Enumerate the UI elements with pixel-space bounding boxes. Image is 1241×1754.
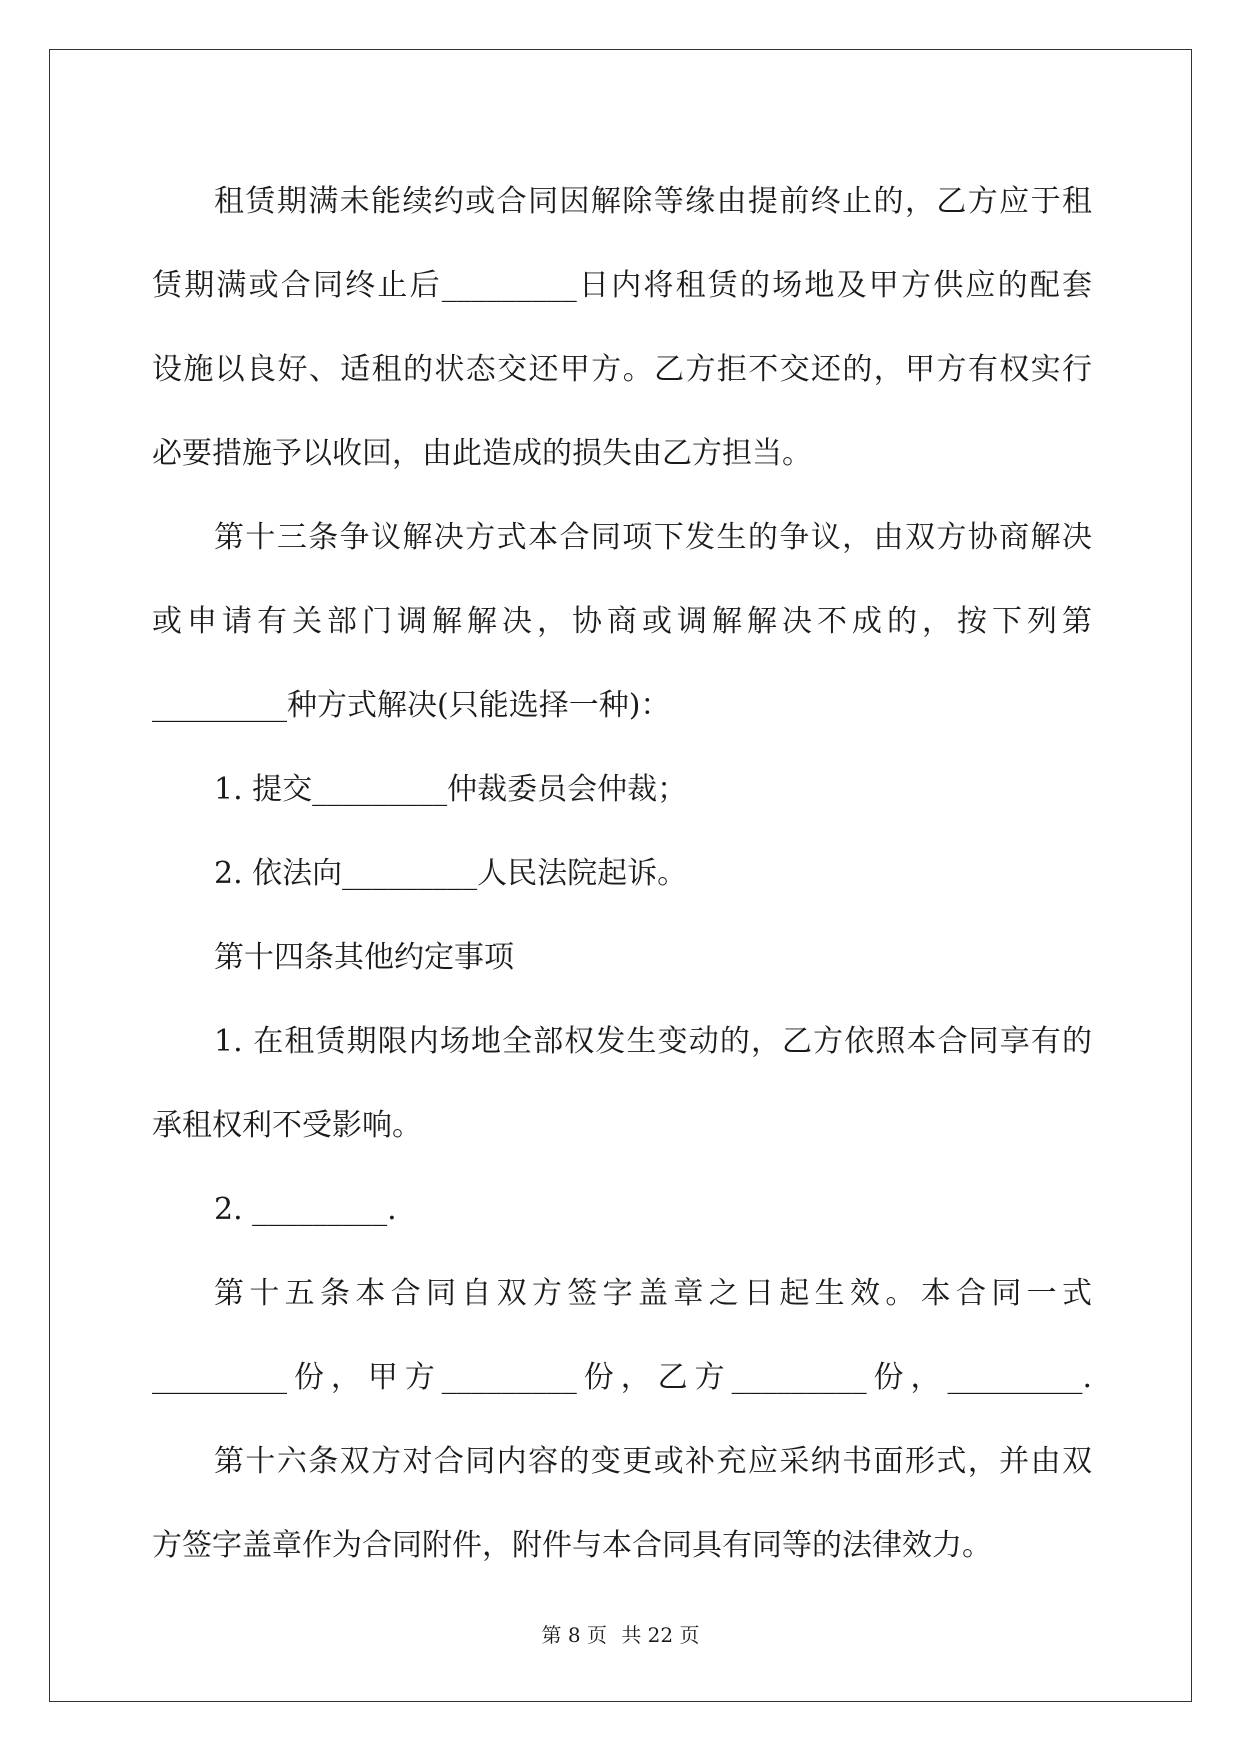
page-footer bbox=[0, 1620, 1241, 1650]
list-item: 2. _________. bbox=[214, 1192, 397, 1227]
page-number: 第 8 页 bbox=[541, 1623, 607, 1647]
document-body bbox=[152, 160, 1092, 1588]
paragraph-line: 承租权利不受影响。 bbox=[152, 1108, 422, 1143]
paragraph-line: _________种方式解决(只能选择一种)： bbox=[152, 688, 671, 723]
paragraph-line: 方签字盖章作为合同附件，附件与本合同具有同等的法律效力。 bbox=[152, 1528, 992, 1563]
list-item: 2. 依法向_________人民法院起诉。 bbox=[214, 856, 688, 891]
paragraph-line: 租赁期满未能续约或合同因解除等缘由提前终止的，乙方应于租 bbox=[214, 184, 1092, 219]
list-item: 1. 提交_________仲裁委员会仲裁； bbox=[214, 772, 688, 807]
section-heading: 第十四条其他约定事项 bbox=[214, 940, 514, 975]
paragraph-line: _________份，甲方_________份，乙方_________份，_________. bbox=[152, 1360, 1092, 1395]
paragraph-line: 第十三条争议解决方式本合同项下发生的争议，由双方协商解决 bbox=[214, 520, 1092, 555]
paragraph-line: 设施以良好、适租的状态交还甲方。乙方拒不交还的，甲方有权实行 bbox=[152, 352, 1092, 387]
paragraph-line: 第十六条双方对合同内容的变更或补充应采纳书面形式，并由双 bbox=[214, 1444, 1092, 1479]
page-total: 共 22 页 bbox=[621, 1623, 700, 1647]
list-item: 1. 在租赁期限内场地全部权发生变动的，乙方依照本合同享有的 bbox=[214, 1024, 1092, 1059]
paragraph-line: 或申请有关部门调解解决，协商或调解解决不成的，按下列第 bbox=[152, 604, 1092, 639]
paragraph-line: 赁期满或合同终止后_________日内将租赁的场地及甲方供应的配套 bbox=[152, 268, 1092, 303]
paragraph-line: 第十五条本合同自双方签字盖章之日起生效。本合同一式 bbox=[214, 1276, 1092, 1311]
paragraph-line: 必要措施予以收回，由此造成的损失由乙方担当。 bbox=[152, 436, 812, 471]
